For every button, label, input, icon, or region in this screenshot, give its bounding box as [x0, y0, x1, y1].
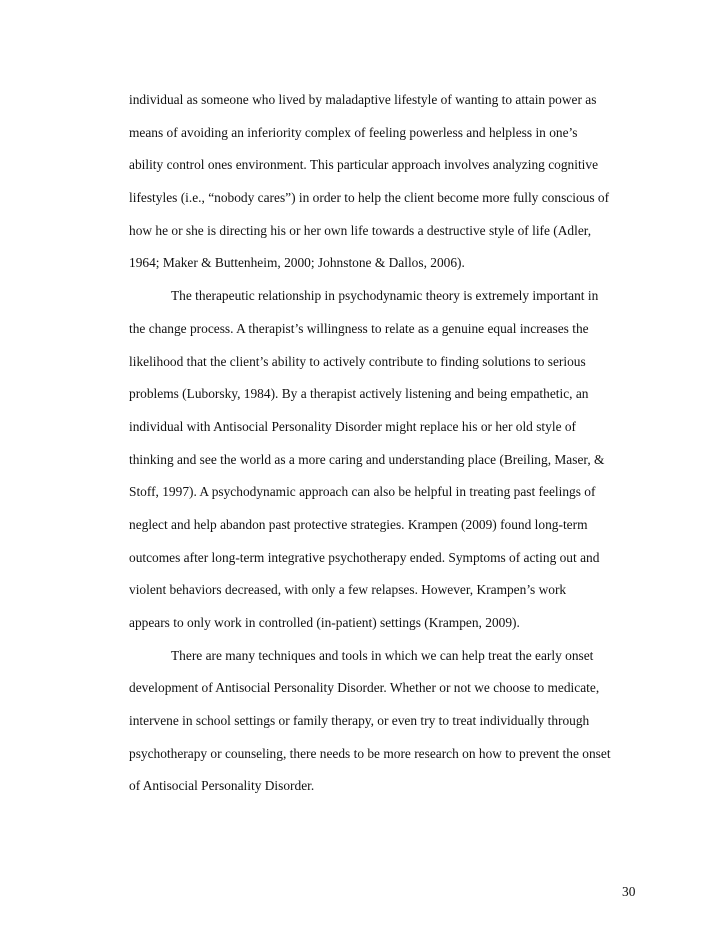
text-line: outcomes after long-term integrative psychotherapy ended. Symptoms of acting out and [129, 549, 600, 565]
text-line: appears to only work in controlled (in-patient) settings (Krampen, 2009). [129, 615, 520, 630]
paragraph-start-line: There are many techniques and tools in which we can help treat the early onset [171, 647, 594, 663]
text-line: lifestyles (i.e., “nobody cares”) in order to help the client become more fully conscious of [129, 190, 610, 206]
page-number: 30 [622, 884, 636, 899]
text-line: likelihood that the client’s ability to actively contribute to finding solutions to serious [129, 353, 586, 369]
text-line: the change process. A therapist’s willingness to relate as a genuine equal increases the [129, 320, 589, 336]
text-line: how he or she is directing his or her own life towards a destructive style of life (Adler, [129, 222, 592, 238]
text-line: violent behaviors decreased, with only a few relapses. However, Krampen’s work [129, 582, 567, 598]
text-line: Stoff, 1997). A psychodynamic approach can also be helpful in treating past feelings of [129, 484, 596, 500]
text-line: of Antisocial Personality Disorder. [129, 778, 315, 794]
text-line: 1964; Maker & Buttenheim, 2000; Johnstone & Dallos, 2006). [129, 255, 465, 271]
paragraph-start-line: The therapeutic relationship in psychodynamic theory is extremely important in [171, 288, 599, 304]
text-line: development of Antisocial Personality Disorder. Whether or not we choose to medicate, [129, 680, 600, 696]
text-line: ability control ones environment. This particular approach involves analyzing cognitive [129, 157, 599, 173]
text-line: individual with Antisocial Personality Disorder might replace his or her old style of [129, 418, 577, 434]
text-line: means of avoiding an inferiority complex of feeling powerless and helpless in one’s [129, 124, 578, 140]
text-line: psychotherapy or counseling, there needs to be more research on how to prevent the onset [129, 745, 611, 761]
text-line: thinking and see the world as a more caring and understanding place (Breiling, Maser, & [129, 451, 605, 467]
text-line: neglect and help abandon past protective strategies. Krampen (2009) found long-term [129, 516, 588, 532]
text-line: problems (Luborsky, 1984). By a therapist actively listening and being empathetic, an [129, 386, 589, 402]
text-line: individual as someone who lived by maladaptive lifestyle of wanting to attain power as [129, 92, 597, 107]
text-line: intervene in school settings or family therapy, or even try to treat individually through [129, 713, 590, 729]
body-text [129, 84, 649, 803]
